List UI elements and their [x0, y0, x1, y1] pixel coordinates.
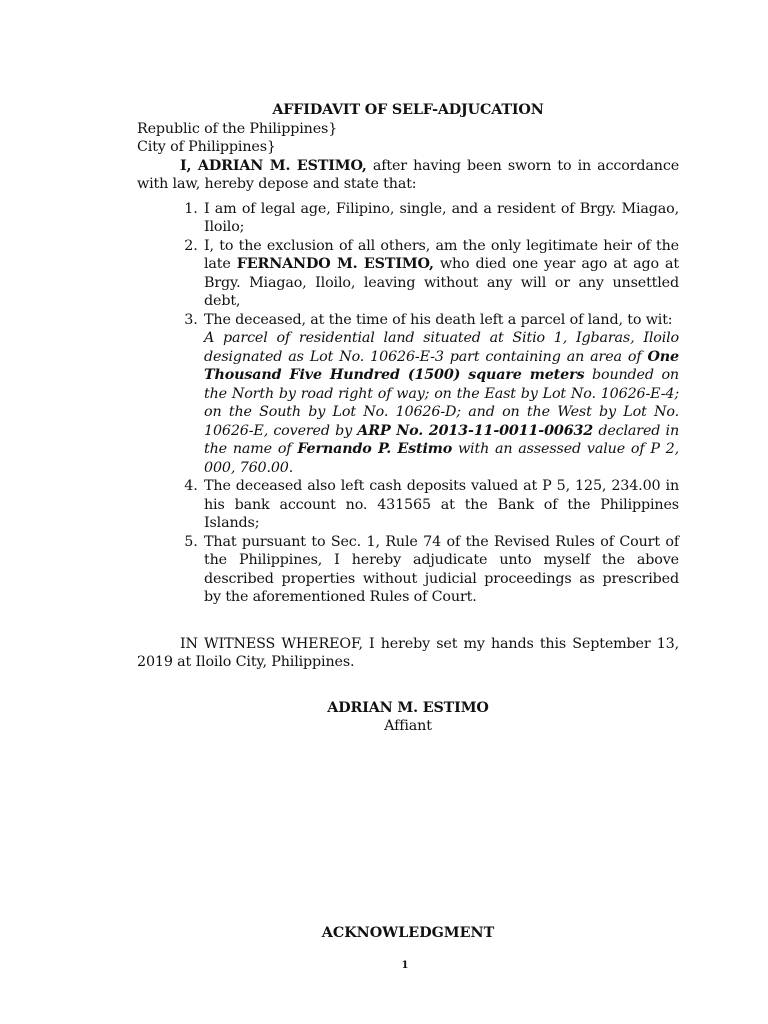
- statement-item: [202, 237, 679, 311]
- statement-item: [202, 533, 679, 607]
- affidavit-body: [137, 101, 679, 736]
- intro-paragraph: [137, 157, 679, 194]
- witness-paragraph: IN WITNESS WHEREOF, I hereby set my hands this September 13, 2019 at Iloilo City, Philippines.: [137, 635, 679, 670]
- statements-list: [137, 200, 679, 607]
- property-text-3: declared in the name of: [204, 422, 680, 457]
- arp-number: ARP No. 2013-11-0011-00632: [357, 422, 594, 439]
- affiant-name-intro: I, ADRIAN M. ESTIMO,: [180, 157, 367, 174]
- declared-owner: Fernando P. Estimo: [297, 441, 453, 457]
- statement-5-text: That pursuant to Sec. 1, Rule 74 of the Revised Rules of Court of the Philippines, I hereby adjudicate unto myself the above described properties without judicial proceedings as prescribed by the aforementioned Rules of Court.: [204, 533, 679, 605]
- deceased-name: FERNANDO M. ESTIMO,: [236, 256, 434, 272]
- property-description: [204, 329, 679, 477]
- property-text-1: A parcel of residential land situated at Sitio 1, Igbaras, Iloilo designated as Lot No. 10626-E-3 part containing an area of: [204, 330, 679, 365]
- signature-role: Affiant: [384, 718, 432, 734]
- acknowledgment-heading: ACKNOWLEDGMENT: [321, 925, 495, 941]
- property-area: One Thousand Five Hundred (1500) square meters: [204, 348, 679, 383]
- property-text-4: with an assessed value of P 2, 000, 760.00.: [204, 441, 680, 476]
- statement-3-lead: The deceased, at the time of his death left a parcel of land, to wit:: [204, 311, 673, 328]
- statement-item: [202, 200, 679, 237]
- property-text-2: bounded on the North by road right of way; on the East by Lot No. 10626-E-4; on the South by Lot No. 10626-D; and on the West by Lot No. 10626-E, covered by: [204, 367, 679, 439]
- signature-block: [137, 699, 679, 736]
- statement-item: [202, 477, 679, 533]
- page-number: 1: [401, 960, 409, 971]
- signature-name: ADRIAN M. ESTIMO: [327, 699, 489, 716]
- document-title: AFFIDAVIT OF SELF-ADJUCATION: [272, 102, 544, 118]
- venue-republic: Republic of the Philippines}: [137, 120, 338, 137]
- intro-text: after having been sworn to in accordance with law, hereby depose and state that:: [137, 157, 679, 192]
- statement-2-text-b: who died one year ago at ago at Brgy. Miagao, Iloilo, leaving without any will or any unsettled debt,: [204, 256, 679, 309]
- statement-1-text: I am of legal age, Filipino, single, and a resident of Brgy. Miagao, Iloilo;: [204, 200, 679, 235]
- statement-item: [202, 311, 679, 478]
- statement-2-text-a: I, to the exclusion of all others, am the only legitimate heir of the late: [204, 237, 679, 272]
- statement-4-text: The deceased also left cash deposits valued at P 5, 125, 234.00 in his bank account no. 431565 at the Bank of the Philippines Islands;: [204, 478, 679, 531]
- venue-city: City of Philippines}: [137, 139, 276, 155]
